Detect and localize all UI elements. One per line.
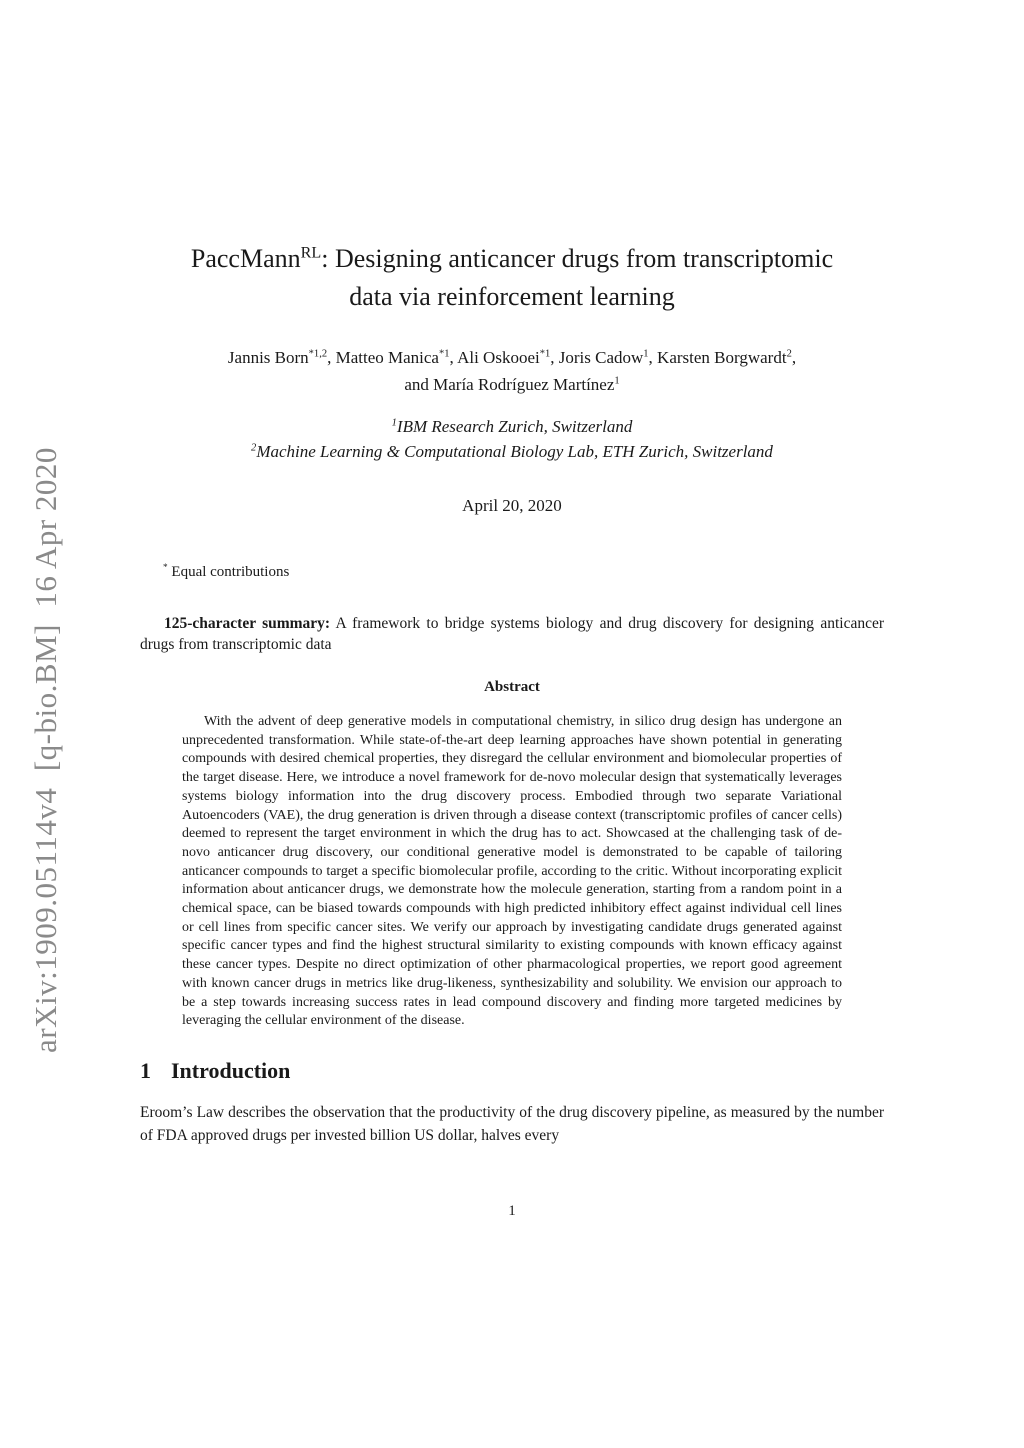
abstract-body: With the advent of deep generative models in computational chemistry, in silico drug design has undergone an unprecedented transformation. While state-of-the-art deep learning approaches have shown potential in generating compounds with desired chemical properties, they disregard the cellular environment and biomolecular properties of the target disease. Here, we introduce a novel framework for de-novo molecular design that systematically leverages systems biology information into the drug discovery process. Embodied through two separate Variational Autoencoders (VAE), the drug generation is driven through a disease context (transcriptomic profiles of cancer cells) deemed to represent the target environment in which the drug has to act. Showcased at the challenging task of de-novo anticancer drug discovery, our conditional generative model is demonstrated to be capable of tailoring anticancer compounds to target a specific biomolecular profile, according to the critic. Without incorporating explicit information about anticancer drugs, we demonstrate how the molecule generation, starting from a random point in a chemical space, can be biased towards compounds with high predicted inhibitory effect against individual cell lines or cell lines from specific cancer sites. We verify our approach by investigating candidate drugs generated against specific cancer types and find the highest structural similarity to existing compounds with known efficacy against these cancer types. Despite no direct optimization of other pharmacological properties, we report good agreement with known cancer drugs in metrics like drug-likeness, synthesizability and solubility. We envision our approach to be a step towards increasing success rates in lead compound discovery and finding more targeted medicines by leveraging the cellular environment of the disease.	[182, 714, 842, 1029]
abstract-heading: Abstract	[484, 679, 540, 695]
section-number: 1	[140, 1057, 151, 1083]
author-line-1: Jannis Born$^{*1,2}$, Matteo Manica$^{*1}$, Ali Oskooei$^{*1}$, Joris Cadow$^1$, Karsten Borgwardt$^2$,	[227, 348, 797, 367]
section-heading-introduction	[140, 1058, 884, 1084]
author-list	[140, 344, 884, 398]
paper-content	[140, 0, 884, 1147]
page-number: 1	[508, 1203, 516, 1219]
introduction-paragraph: Eroom’s Law describes the observation that the productivity of the drug discovery pipeline, as measured by the number of FDA approved drugs per invested billion US dollar, halves every	[140, 1103, 884, 1144]
affiliation-1: $^1$IBM Research Zurich, Switzerland	[391, 417, 633, 436]
equal-contributions-footnote: * Equal contributions	[163, 563, 290, 580]
character-summary	[140, 613, 884, 655]
arxiv-watermark: arXiv:1909.05114v4 [q-bio.BM] 16 Apr 2020	[28, 447, 63, 1053]
affiliation-list	[140, 414, 884, 464]
section-title: Introduction	[171, 1057, 291, 1083]
paper-title	[140, 240, 884, 316]
paper-title-line1: PaccMann$^{RL}$: Designing anticancer drugs from transcriptomic	[190, 244, 834, 273]
affiliation-2: $^2$Machine Learning & Computational Biology Lab, ETH Zurich, Switzerland	[251, 442, 773, 461]
publication-date: April 20, 2020	[462, 496, 562, 515]
character-summary-text: A framework to bridge systems biology and drug discovery for designing anticancer drugs from transcriptomic data	[140, 615, 884, 653]
author-line-2: and María Rodríguez Martínez$^1$	[404, 375, 620, 394]
paper-title-line2: data via reinforcement learning	[349, 282, 675, 311]
character-summary-label: 125-character summary:	[164, 615, 331, 632]
